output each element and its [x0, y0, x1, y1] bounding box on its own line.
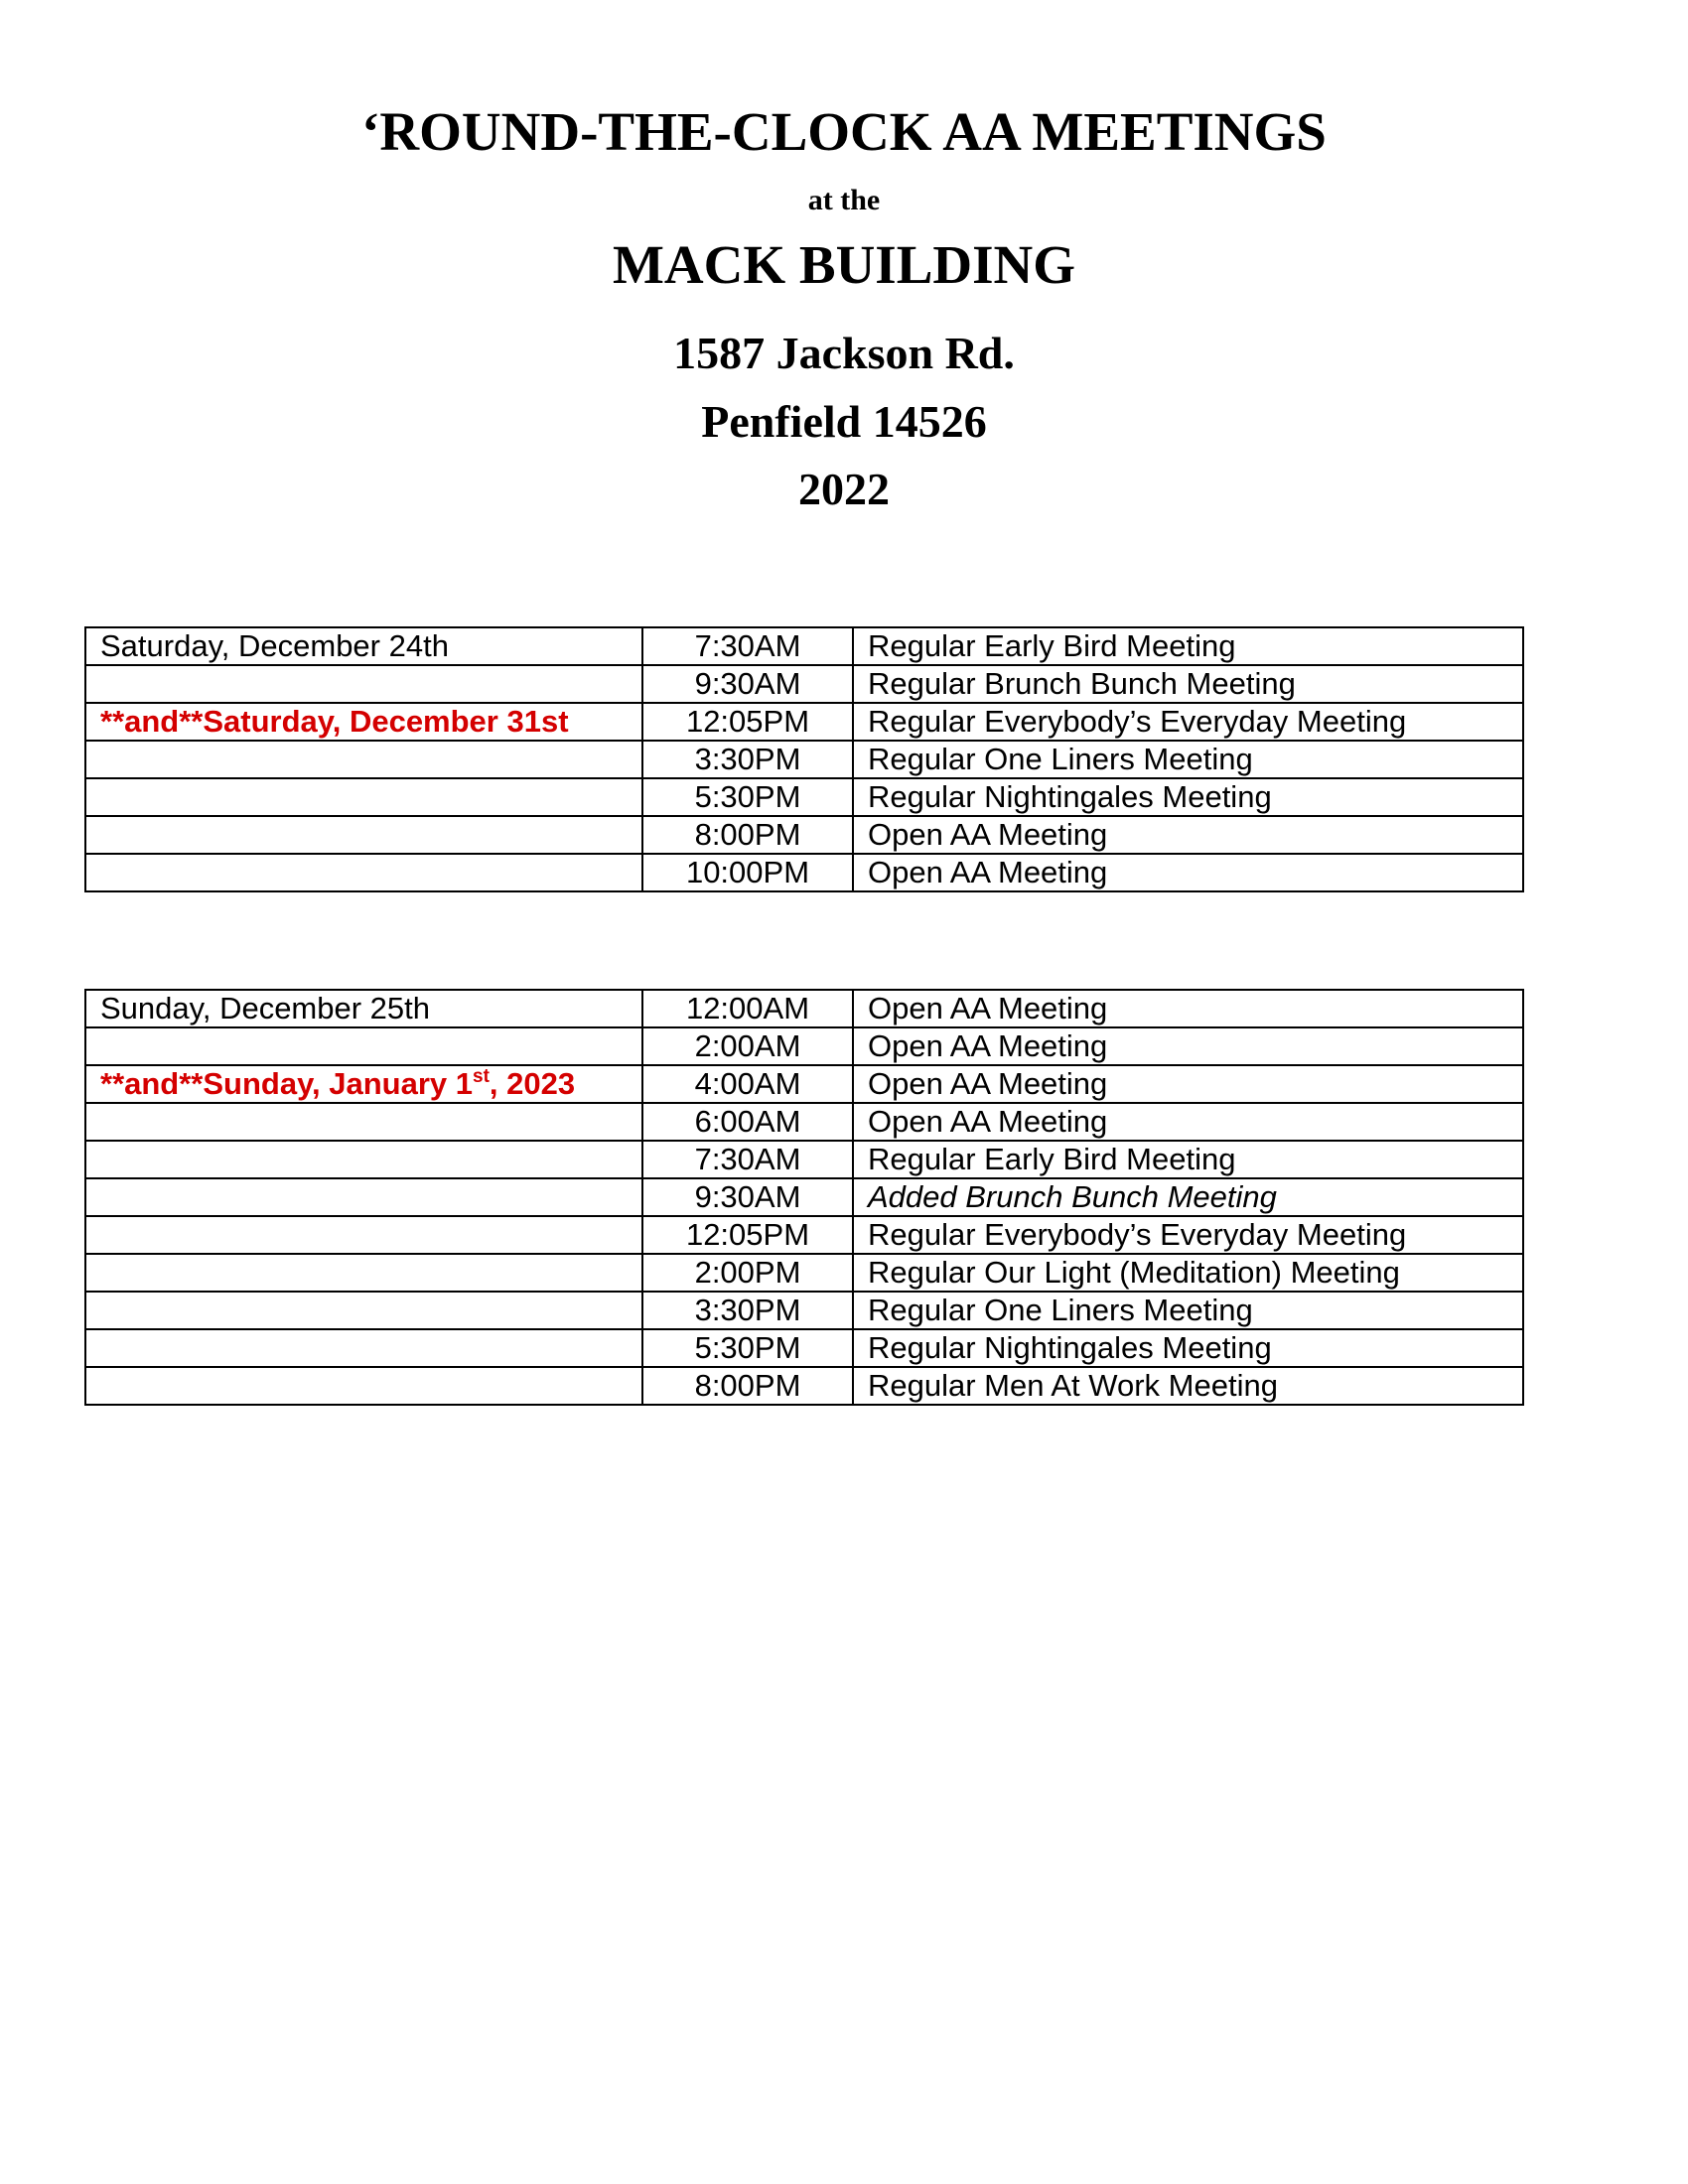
meeting-cell: Open AA Meeting: [853, 1103, 1523, 1141]
time-cell: 2:00PM: [642, 1254, 853, 1292]
also-day-cell: [85, 1065, 642, 1103]
meeting-cell: Regular Nightingales Meeting: [853, 1329, 1523, 1367]
time-cell: 12:00AM: [642, 990, 853, 1027]
day-cell: [85, 741, 642, 778]
meeting-cell: Open AA Meeting: [853, 1027, 1523, 1065]
day-cell: [85, 1141, 642, 1178]
meeting-cell: Regular Men At Work Meeting: [853, 1367, 1523, 1405]
time-cell: 8:00PM: [642, 1367, 853, 1405]
table-row: [85, 1065, 1523, 1103]
table-row: [85, 665, 1523, 703]
also-day-text: **and**Sunday, January 1: [100, 1066, 474, 1101]
meeting-cell: Regular One Liners Meeting: [853, 741, 1523, 778]
time-cell: 3:30PM: [642, 741, 853, 778]
page-title: ‘ROUND-THE-CLOCK AA MEETINGS: [361, 101, 1327, 162]
time-cell: 2:00AM: [642, 1027, 853, 1065]
time-cell: 7:30AM: [642, 627, 853, 665]
ordinal-suffix: st: [473, 1066, 490, 1087]
table-row: [85, 854, 1523, 891]
city-zip: Penfield 14526: [701, 396, 987, 447]
time-cell: 12:05PM: [642, 703, 853, 741]
meeting-cell: Regular Early Bird Meeting: [853, 1141, 1523, 1178]
time-cell: 3:30PM: [642, 1292, 853, 1329]
meeting-cell-added: Added Brunch Bunch Meeting: [853, 1178, 1523, 1216]
meeting-cell: Regular One Liners Meeting: [853, 1292, 1523, 1329]
table-row: [85, 990, 1523, 1027]
day-cell: [85, 1027, 642, 1065]
table-row: [85, 1103, 1523, 1141]
table-row: [85, 1178, 1523, 1216]
time-cell: 12:05PM: [642, 1216, 853, 1254]
day-cell: [85, 1254, 642, 1292]
time-cell: 7:30AM: [642, 1141, 853, 1178]
table-row: [85, 741, 1523, 778]
street-address: 1587 Jackson Rd.: [673, 328, 1015, 378]
schedule-table-saturday: [84, 626, 1524, 892]
meeting-cell: Regular Everybody’s Everyday Meeting: [853, 703, 1523, 741]
time-cell: 8:00PM: [642, 816, 853, 854]
day-cell: [85, 1329, 642, 1367]
day-cell: Sunday, December 25th: [85, 990, 642, 1027]
table-row: [85, 1254, 1523, 1292]
table-row: [85, 1367, 1523, 1405]
time-cell: 5:30PM: [642, 778, 853, 816]
meeting-cell: Open AA Meeting: [853, 990, 1523, 1027]
table-row: [85, 1141, 1523, 1178]
time-cell: 4:00AM: [642, 1065, 853, 1103]
subtitle-at-the: at the: [807, 184, 881, 216]
meeting-cell: Regular Our Light (Meditation) Meeting: [853, 1254, 1523, 1292]
time-cell: 6:00AM: [642, 1103, 853, 1141]
meeting-cell: Regular Early Bird Meeting: [853, 627, 1523, 665]
meeting-cell: Regular Nightingales Meeting: [853, 778, 1523, 816]
also-day-cell: **and**Saturday, December 31st: [85, 703, 642, 741]
table-row: [85, 1027, 1523, 1065]
day-cell: [85, 1216, 642, 1254]
year: 2022: [798, 464, 890, 514]
time-cell: 9:30AM: [642, 1178, 853, 1216]
time-cell: 9:30AM: [642, 665, 853, 703]
day-cell: Saturday, December 24th: [85, 627, 642, 665]
day-cell: [85, 778, 642, 816]
table-row: [85, 1329, 1523, 1367]
meeting-cell: Open AA Meeting: [853, 854, 1523, 891]
schedule-table-sunday: [84, 989, 1524, 1406]
table-row: [85, 816, 1523, 854]
building-name: MACK BUILDING: [613, 234, 1075, 295]
table-row: [85, 1292, 1523, 1329]
meeting-cell: Open AA Meeting: [853, 816, 1523, 854]
day-cell: [85, 854, 642, 891]
day-cell: [85, 665, 642, 703]
meeting-cell: Regular Everybody’s Everyday Meeting: [853, 1216, 1523, 1254]
time-cell: 10:00PM: [642, 854, 853, 891]
day-cell: [85, 1178, 642, 1216]
day-cell: [85, 1292, 642, 1329]
meeting-cell: Regular Brunch Bunch Meeting: [853, 665, 1523, 703]
table-row: [85, 1216, 1523, 1254]
table-row: [85, 703, 1523, 741]
day-cell: [85, 1367, 642, 1405]
table-row: [85, 627, 1523, 665]
day-cell: [85, 816, 642, 854]
also-day-year: , 2023: [489, 1066, 576, 1101]
day-cell: [85, 1103, 642, 1141]
time-cell: 5:30PM: [642, 1329, 853, 1367]
table-row: [85, 778, 1523, 816]
meeting-cell: Open AA Meeting: [853, 1065, 1523, 1103]
